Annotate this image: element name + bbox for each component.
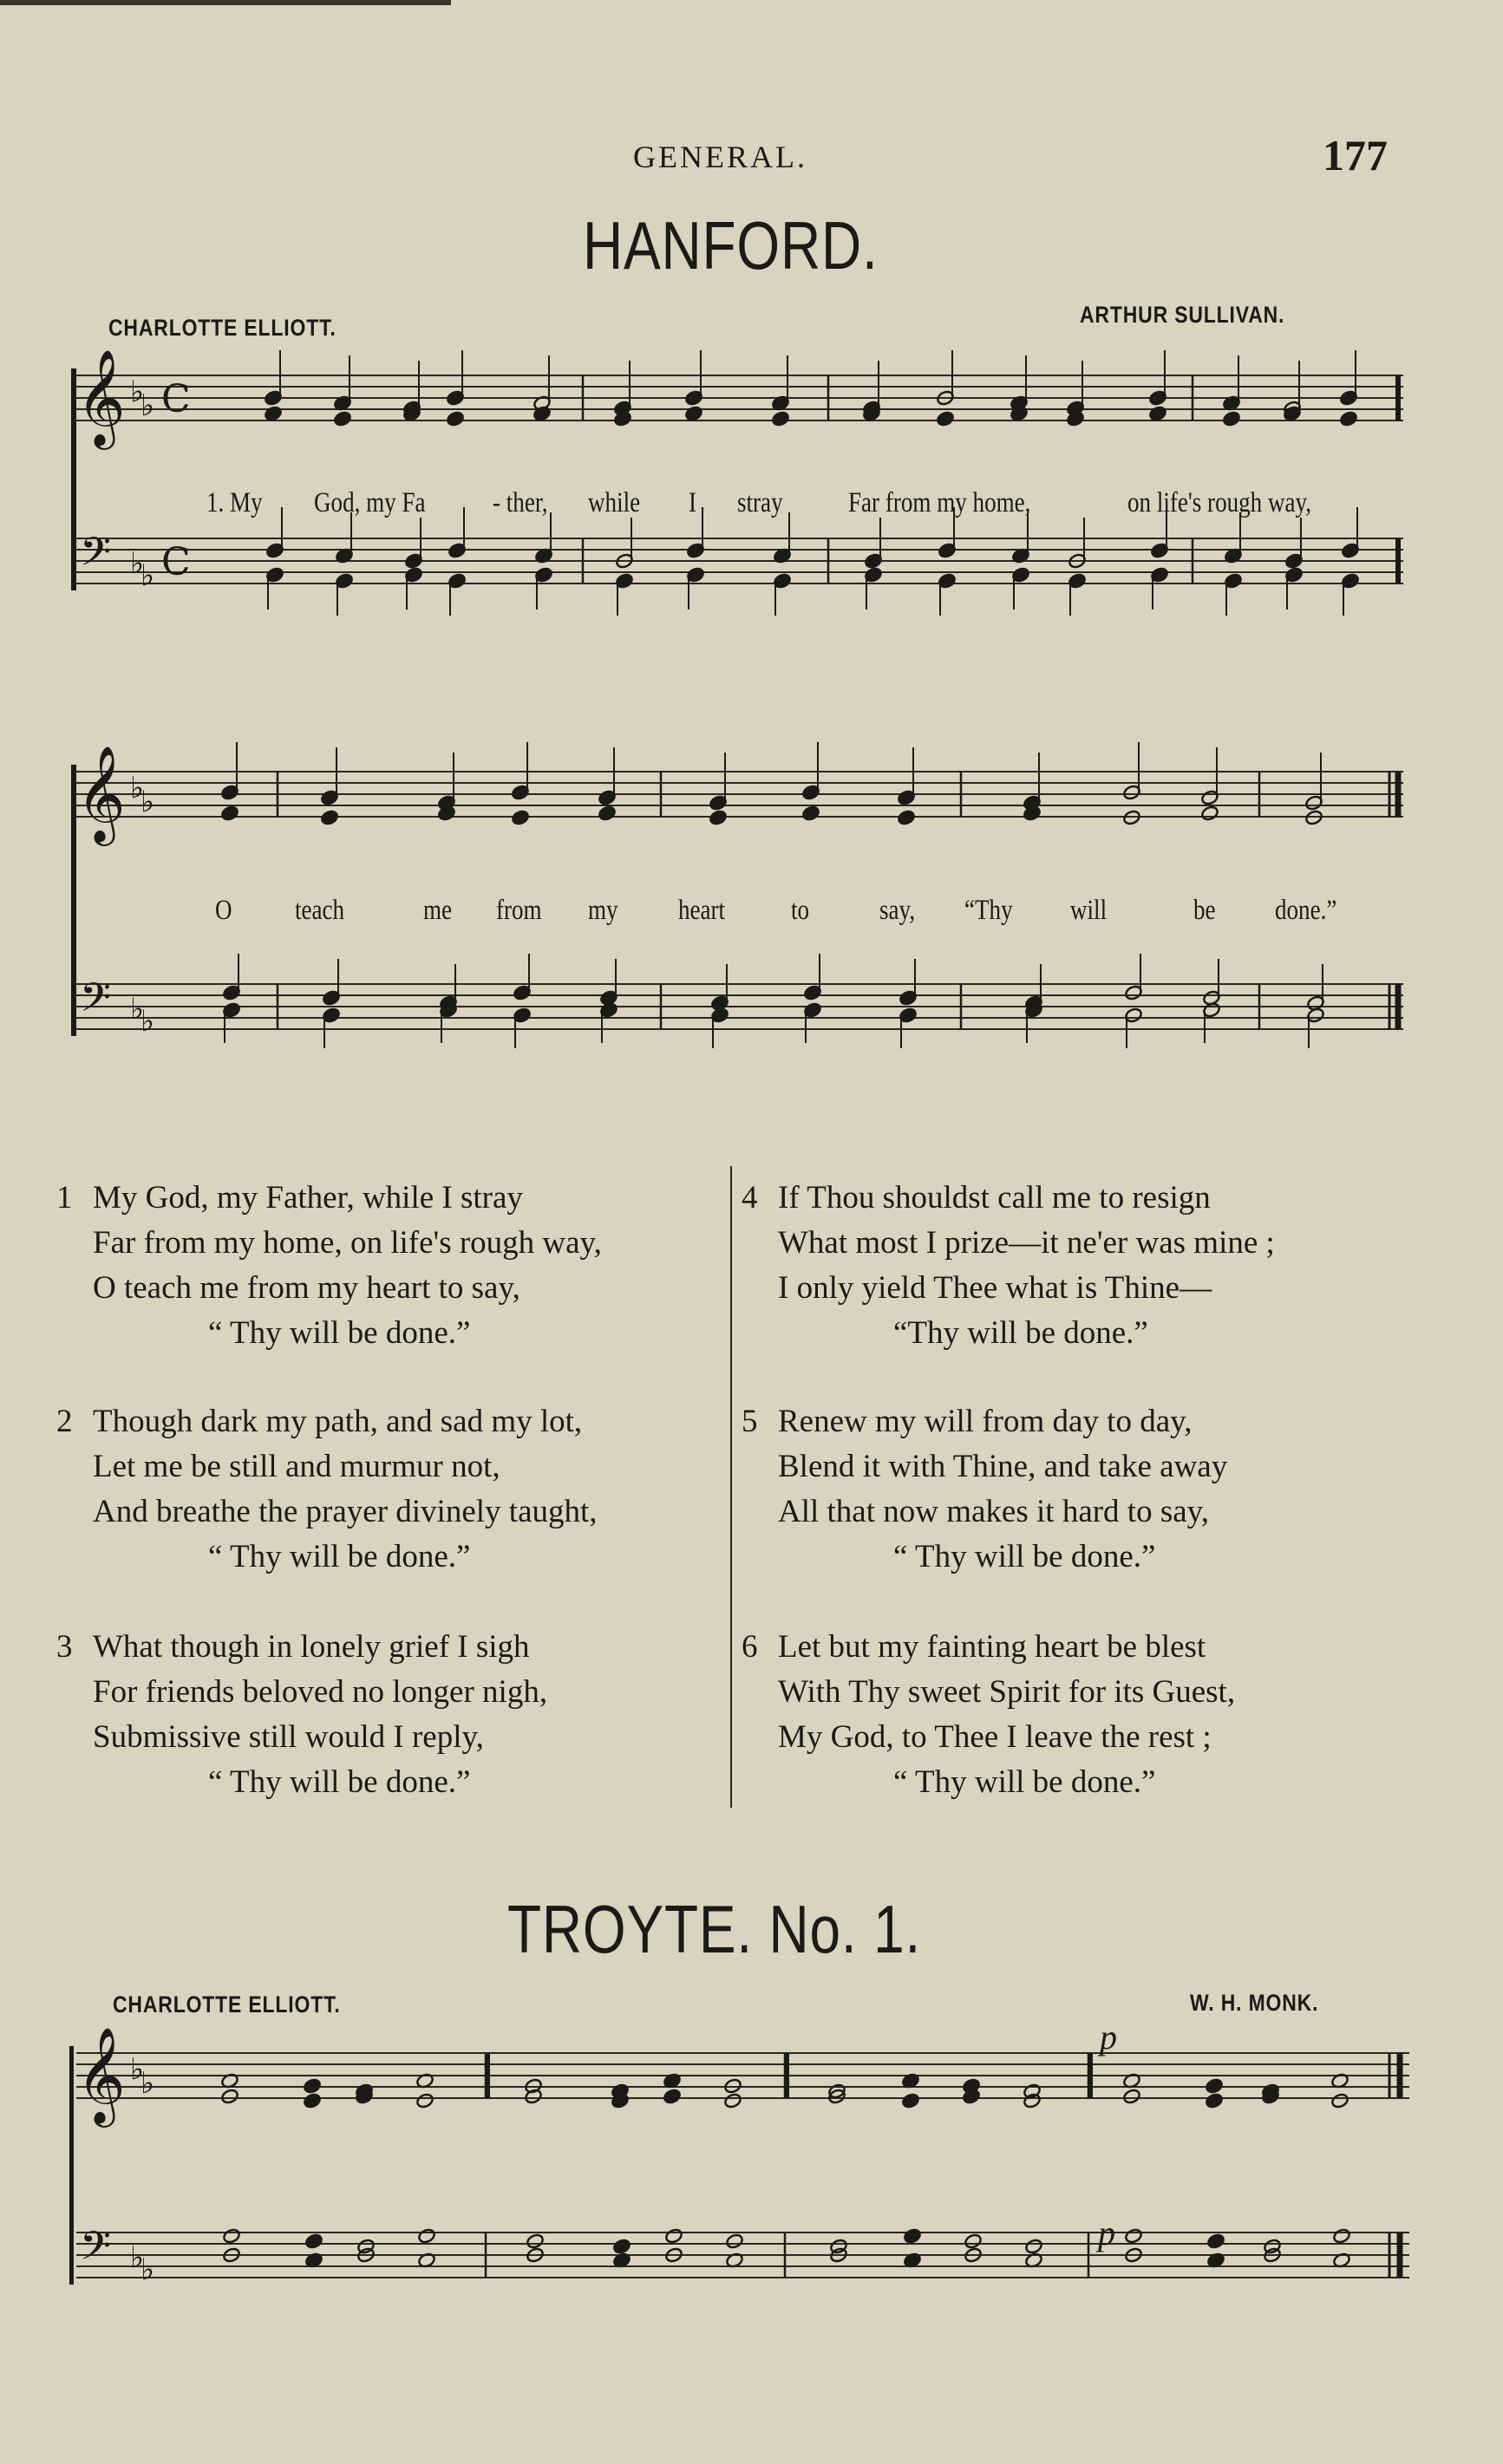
note-head bbox=[612, 2238, 631, 2254]
key-flat: ♭ bbox=[140, 1004, 155, 1039]
lyric-word: be bbox=[1193, 895, 1216, 926]
verse-line: Let but my fainting heart be blest bbox=[778, 1629, 1206, 1665]
note-head bbox=[936, 410, 955, 427]
verse-line: With Thy sweet Spirit for its Guest, bbox=[778, 1674, 1236, 1710]
note-head bbox=[1122, 2088, 1141, 2104]
dynamic-piano-treble: p bbox=[1100, 2017, 1117, 2057]
verse-refrain: “Thy will be done.” bbox=[893, 1315, 1148, 1351]
lyric-word: my bbox=[588, 895, 618, 926]
note-head bbox=[1339, 410, 1358, 427]
verse-line: Submissive still would I reply, bbox=[93, 1719, 484, 1755]
verse-refrain: “ Thy will be done.” bbox=[208, 1315, 471, 1351]
verse-line: All that now makes it hard to say, bbox=[778, 1494, 1210, 1529]
verse-refrain: “ Thy will be done.” bbox=[893, 1539, 1156, 1574]
hymn2-composer: W. H. MONK. bbox=[1190, 1990, 1319, 2016]
note-head bbox=[801, 805, 820, 821]
lyric-word: to bbox=[791, 895, 810, 926]
note-head bbox=[964, 2233, 983, 2249]
verse-line: If Thou shouldst call me to resign bbox=[778, 1180, 1211, 1216]
key-flat: ♭ bbox=[130, 546, 145, 581]
note-head bbox=[1124, 2227, 1143, 2244]
note-head bbox=[897, 809, 916, 825]
key-flat: ♭ bbox=[130, 2052, 145, 2087]
note-head bbox=[417, 2227, 436, 2244]
note-head bbox=[684, 405, 703, 421]
note-head bbox=[220, 805, 239, 821]
hymn2-author: CHARLOTTE ELLIOTT. bbox=[113, 1991, 341, 2017]
note-head bbox=[1222, 410, 1241, 427]
lyric-word: teach bbox=[295, 895, 345, 926]
hymn1-author: CHARLOTTE ELLIOTT. bbox=[108, 315, 337, 341]
note-head bbox=[725, 2233, 744, 2249]
verse-line: I only yield Thee what is Thine— bbox=[778, 1270, 1212, 1306]
lyric-word: - ther, bbox=[493, 487, 548, 518]
verse-line: My God, to Thee I leave the rest ; bbox=[778, 1719, 1212, 1755]
lyric-word: Far from my home, bbox=[848, 487, 1031, 518]
verse-number: 6 bbox=[742, 1629, 758, 1665]
note-head bbox=[1205, 2092, 1224, 2109]
note-head bbox=[709, 809, 728, 825]
verse-refrain: “ Thy will be done.” bbox=[208, 1764, 471, 1800]
verse-number: 4 bbox=[742, 1180, 758, 1216]
note-head bbox=[598, 805, 617, 821]
lyric-word: while bbox=[588, 487, 641, 518]
note-head bbox=[903, 2227, 922, 2244]
note-head bbox=[663, 2088, 682, 2104]
lyric-word: God, my Fa bbox=[314, 487, 426, 518]
verse-line: My God, my Father, while I stray bbox=[93, 1180, 523, 1216]
lyric-word: stray bbox=[737, 487, 783, 518]
note-head bbox=[264, 405, 283, 421]
note-head bbox=[304, 2233, 323, 2249]
key-flat: ♭ bbox=[130, 771, 145, 805]
troyte-title-number: No. 1. bbox=[768, 1891, 922, 1967]
key-flat: ♭ bbox=[140, 558, 155, 593]
time-signature: C bbox=[161, 540, 191, 584]
lyric-word: me bbox=[423, 895, 453, 926]
key-flat: ♭ bbox=[130, 375, 145, 409]
lyric-word: O bbox=[215, 895, 232, 926]
lyric-word: from bbox=[496, 895, 542, 926]
note-head bbox=[303, 2092, 322, 2109]
key-flat: ♭ bbox=[130, 2240, 145, 2275]
running-head: GENERAL. bbox=[633, 140, 807, 174]
note-head bbox=[303, 2077, 322, 2094]
page-number: 177 bbox=[1323, 131, 1388, 179]
dynamic-piano-bass: p bbox=[1098, 2213, 1115, 2252]
lyric-word: 1. My bbox=[206, 487, 263, 518]
system-brace bbox=[69, 2046, 74, 2285]
hymn1-composer: ARTHUR SULLIVAN. bbox=[1080, 302, 1285, 328]
verse-line: O teach me from my heart to say, bbox=[93, 1270, 520, 1306]
note-head bbox=[901, 2092, 920, 2109]
note-head bbox=[1024, 2238, 1043, 2254]
key-flat: ♭ bbox=[140, 388, 155, 423]
key-flat: ♭ bbox=[140, 785, 155, 819]
verse-line: What though in lonely grief I sigh bbox=[93, 1629, 530, 1665]
key-flat: ♭ bbox=[130, 992, 145, 1027]
verse-number: 5 bbox=[742, 1404, 758, 1439]
treble-clef: 𝄞 bbox=[76, 745, 126, 842]
troyte-system bbox=[0, 2020, 1503, 2367]
verse-number: 3 bbox=[56, 1629, 73, 1665]
note-head bbox=[1200, 805, 1219, 821]
time-signature: C bbox=[161, 377, 191, 421]
note-head bbox=[320, 809, 339, 825]
treble-clef: 𝄞 bbox=[76, 2026, 126, 2123]
hymn-title-troyte bbox=[507, 1890, 921, 1969]
note-head bbox=[526, 2233, 545, 2249]
note-head bbox=[220, 2088, 239, 2104]
lyric-word: heart bbox=[678, 895, 726, 926]
note-head bbox=[511, 809, 530, 825]
page-edge-stain bbox=[0, 0, 451, 5]
column-divider bbox=[730, 1166, 732, 1808]
lyric-word: done.” bbox=[1275, 895, 1337, 926]
bass-clef: 𝄢 bbox=[80, 529, 112, 585]
troyte-title-text: TROYTE. bbox=[507, 1891, 753, 1967]
note-head bbox=[333, 410, 352, 427]
note-head bbox=[771, 410, 790, 427]
note-head bbox=[446, 410, 465, 427]
verse-line: Far from my home, on life's rough way, bbox=[93, 1225, 602, 1261]
note-head bbox=[222, 2227, 241, 2244]
lyric-word: on life's rough way, bbox=[1127, 487, 1312, 518]
note-head bbox=[1148, 405, 1167, 421]
verse-line: Though dark my path, and sad my lot, bbox=[93, 1404, 583, 1439]
note-head bbox=[1206, 2233, 1225, 2249]
note-head bbox=[664, 2227, 683, 2244]
key-flat: ♭ bbox=[140, 2252, 155, 2287]
verse-line: For friends beloved no longer nigh, bbox=[93, 1674, 548, 1710]
verse-number: 2 bbox=[56, 1404, 73, 1439]
bass-clef: 𝄢 bbox=[80, 2223, 112, 2279]
key-flat: ♭ bbox=[140, 2066, 155, 2101]
verse-line: What most I prize—it ne'er was mine ; bbox=[778, 1225, 1275, 1261]
note-head bbox=[1332, 2227, 1351, 2244]
verse-line: Renew my will from day to day, bbox=[778, 1404, 1193, 1439]
hymn-title-hanford: HANFORD. bbox=[583, 207, 879, 284]
verse-refrain: “ Thy will be done.” bbox=[893, 1764, 1156, 1800]
verse-line: Let me be still and murmur not, bbox=[93, 1449, 500, 1484]
note-head bbox=[1330, 2092, 1349, 2109]
verse-refrain: “ Thy will be done.” bbox=[208, 1539, 471, 1574]
note-head bbox=[415, 2092, 435, 2109]
lyric-word: say, bbox=[879, 895, 916, 926]
hanford-lyrics-line-1 bbox=[0, 487, 1503, 525]
lyric-word: “Thy bbox=[964, 895, 1013, 926]
treble-clef: 𝄞 bbox=[76, 349, 126, 446]
lyric-word: will bbox=[1070, 895, 1108, 926]
verse-number: 1 bbox=[56, 1180, 73, 1216]
hanford-lyrics-line-2 bbox=[0, 895, 1503, 933]
verse-line: And breathe the prayer divinely taught, bbox=[93, 1494, 598, 1529]
note-head bbox=[723, 2092, 742, 2109]
bass-clef: 𝄢 bbox=[80, 975, 112, 1031]
verse-line: Blend it with Thine, and take away bbox=[778, 1449, 1228, 1484]
lyric-word: I bbox=[689, 487, 697, 518]
note-head bbox=[1205, 2077, 1224, 2094]
